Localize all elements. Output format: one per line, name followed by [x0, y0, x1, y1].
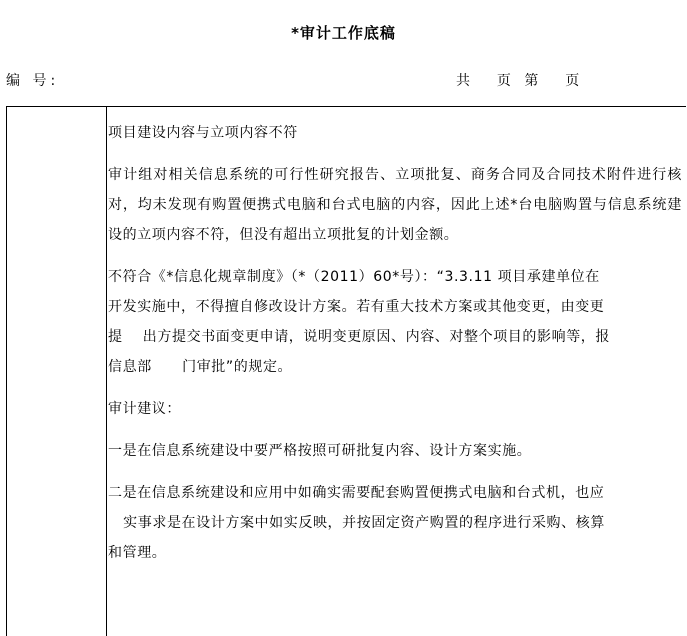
regulation-paragraph [108, 262, 682, 382]
worksheet-content [108, 118, 682, 580]
advice-line: 和管理。 [108, 545, 167, 561]
table-column-divider [106, 106, 107, 636]
advice-label: 审计建议： [108, 401, 181, 417]
regulation-line: 开发实施中，不得擅自修改设计方案。若有重大技术方案或其他变更，由变更 [108, 299, 605, 315]
page-info: 共 页 第 页 [456, 73, 580, 89]
regulation-line: 不符合《*信息化规章制度》（*（2011）60*号）：“3.3.11 项目承建单位在 [108, 269, 600, 285]
document-title: *审计工作底稿 [291, 24, 396, 42]
advice-line: 实事求是在设计方案中如实反映，并按固定资产购置的程序进行采购、核算 [108, 515, 605, 531]
advice-item-1: 一是在信息系统建设中要严格按照可研批复内容、设计方案实施。 [108, 443, 532, 459]
document-number-label: 编 号: [6, 73, 60, 89]
advice-line: 二是在信息系统建设和应用中如确实需要配套购置便携式电脑和台式机，也应 [108, 485, 605, 501]
advice-item-2 [108, 478, 682, 568]
regulation-line: 提 出方提交书面变更申请，说明变更原因、内容、对整个项目的影响等，报 [108, 329, 610, 345]
regulation-line: 信息部 门审批”的规定。 [108, 359, 293, 375]
finding-paragraph: 审计组对相关信息系统的可行性研究报告、立项批复、商务合同及合同技术附件进行核对，均未发现有购置便携式电脑和台式电脑的内容，因此上述*台电脑购置与信息系统建设的立项内容不符，但没有超出立项批复的计划金额。 [108, 167, 682, 243]
finding-heading: 项目建设内容与立项内容不符 [108, 125, 298, 141]
